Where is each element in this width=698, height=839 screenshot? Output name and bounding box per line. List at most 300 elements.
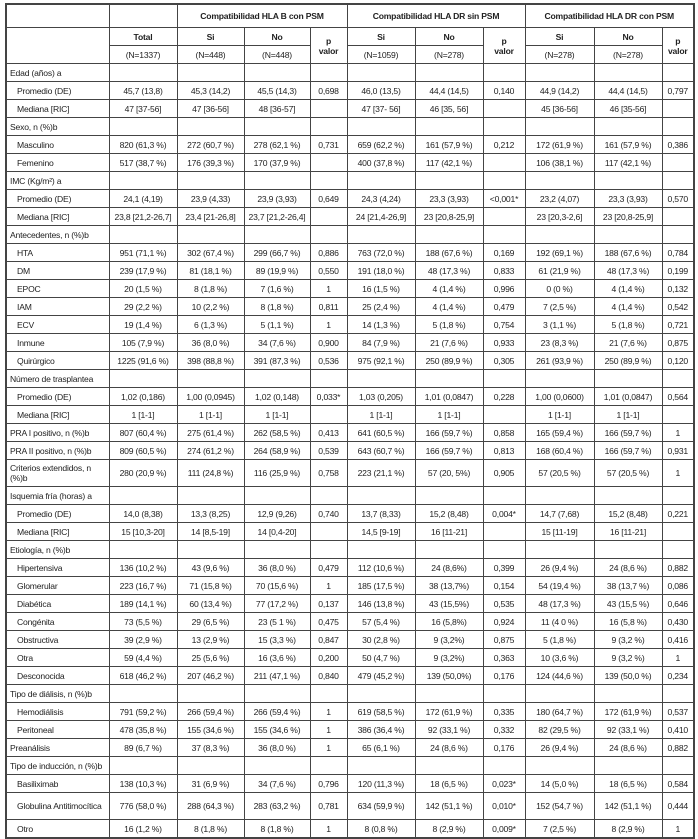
header-drcon-pvalue xyxy=(662,28,694,64)
cell-drsin-si: 1 [1-1] xyxy=(347,406,415,424)
cell-hlab-no: 36 (8,0 %) xyxy=(244,559,310,577)
cell-drsin-p xyxy=(483,64,525,82)
cell-drcon-p xyxy=(662,523,694,541)
cell-drcon-si: 57 (20,5 %) xyxy=(525,460,594,487)
cell-drsin-no: 9 (3,2%) xyxy=(415,631,483,649)
cell-total: 1225 (91,6 %) xyxy=(109,352,177,370)
cell-hlab-p: 0,781 xyxy=(310,793,347,820)
row-label: Globulina Antitimocítica xyxy=(6,793,109,820)
cell-drcon-no xyxy=(594,541,662,559)
cell-drcon-si: 124 (44,6 %) xyxy=(525,667,594,685)
cell-drsin-si: 146 (13,8 %) xyxy=(347,595,415,613)
cell-drcon-no: 43 (15,5 %) xyxy=(594,595,662,613)
table-row xyxy=(6,82,694,100)
cell-drcon-no: 4 (1,4 %) xyxy=(594,298,662,316)
cell-drsin-si: 14,5 [9-19] xyxy=(347,523,415,541)
cell-drcon-si xyxy=(525,487,594,505)
header-drcon-si: Si xyxy=(525,28,594,46)
cell-drsin-p: 0,010* xyxy=(483,793,525,820)
table-row xyxy=(6,406,694,424)
table-row xyxy=(6,100,694,118)
cell-drcon-p xyxy=(662,100,694,118)
cell-drcon-si: 26 (9,4 %) xyxy=(525,559,594,577)
cell-drcon-p: 0,584 xyxy=(662,775,694,793)
cell-hlab-p xyxy=(310,226,347,244)
cell-hlab-p xyxy=(310,406,347,424)
cell-drcon-si xyxy=(525,64,594,82)
cell-hlab-p: 1 xyxy=(310,280,347,298)
cell-hlab-no: 14 [0,4-20] xyxy=(244,523,310,541)
cell-drcon-p: 0,444 xyxy=(662,793,694,820)
cell-drsin-p: 0,335 xyxy=(483,703,525,721)
cell-drcon-si xyxy=(525,226,594,244)
cell-drsin-si xyxy=(347,541,415,559)
row-label: Masculino xyxy=(6,136,109,154)
cell-drcon-p xyxy=(662,685,694,703)
cell-drsin-si xyxy=(347,685,415,703)
table-row xyxy=(6,820,694,839)
group-header-hladr-con-psm: Compatibilidad HLA DR con PSM xyxy=(525,4,694,28)
cell-hlab-si: 207 (46,2 %) xyxy=(177,667,244,685)
cell-drcon-no: 24 (8,6 %) xyxy=(594,559,662,577)
cell-hlab-no xyxy=(244,226,310,244)
cell-hlab-no: 34 (7,6 %) xyxy=(244,334,310,352)
group-header-hladr-sin-psm: Compatibilidad HLA DR sin PSM xyxy=(347,4,525,28)
cell-hlab-si: 14 [8,5-19] xyxy=(177,523,244,541)
cell-hlab-si: 176 (39,3 %) xyxy=(177,154,244,172)
cell-drcon-p: 0,221 xyxy=(662,505,694,523)
cell-drcon-p: 0,797 xyxy=(662,82,694,100)
cell-total: 59 (4,4 %) xyxy=(109,649,177,667)
cell-drcon-p xyxy=(662,541,694,559)
cell-drsin-si: 24,3 (4,24) xyxy=(347,190,415,208)
row-label: Mediana [RIC] xyxy=(6,100,109,118)
cell-drsin-si: 763 (72,0 %) xyxy=(347,244,415,262)
cell-hlab-si: 8 (1,8 %) xyxy=(177,820,244,839)
row-label: Hemodiálisis xyxy=(6,703,109,721)
cell-drcon-p: 1 xyxy=(662,460,694,487)
cell-hlab-si xyxy=(177,172,244,190)
cell-hlab-si: 45,3 (14,2) xyxy=(177,82,244,100)
cell-drsin-no: 172 (61,9 %) xyxy=(415,703,483,721)
cell-total: 223 (16,7 %) xyxy=(109,577,177,595)
cell-hlab-no: 89 (19,9 %) xyxy=(244,262,310,280)
cell-hlab-no xyxy=(244,118,310,136)
cell-drsin-si: 975 (92,1 %) xyxy=(347,352,415,370)
cell-drsin-no: 8 (2,9 %) xyxy=(415,820,483,839)
cell-drsin-p xyxy=(483,226,525,244)
header-hlab-pvalue xyxy=(310,28,347,64)
cell-drcon-si: 5 (1,8 %) xyxy=(525,631,594,649)
cell-drsin-si xyxy=(347,118,415,136)
cell-drcon-si xyxy=(525,370,594,388)
cell-drsin-si: 46,0 (13,5) xyxy=(347,82,415,100)
cell-drsin-no: 43 (15,5%) xyxy=(415,595,483,613)
cell-total: 24,1 (4,19) xyxy=(109,190,177,208)
cell-drcon-si: 7 (2,5 %) xyxy=(525,820,594,839)
table-row xyxy=(6,442,694,460)
cell-drcon-p xyxy=(662,118,694,136)
cell-drsin-no: 92 (33,1 %) xyxy=(415,721,483,739)
table-row xyxy=(6,244,694,262)
cell-hlab-p: 0,550 xyxy=(310,262,347,280)
cell-drcon-p xyxy=(662,406,694,424)
cell-drcon-no: 4 (1,4 %) xyxy=(594,280,662,298)
table-row xyxy=(6,460,694,487)
cell-hlab-p: 0,740 xyxy=(310,505,347,523)
row-label: Peritoneal xyxy=(6,721,109,739)
table-row xyxy=(6,559,694,577)
cell-drsin-si: 25 (2,4 %) xyxy=(347,298,415,316)
table-row xyxy=(6,523,694,541)
cell-hlab-no: 15 (3,3 %) xyxy=(244,631,310,649)
section-header-row xyxy=(6,685,694,703)
header-hlab-no: No xyxy=(244,28,310,46)
cell-drsin-p: 0,996 xyxy=(483,280,525,298)
cell-total: 105 (7,9 %) xyxy=(109,334,177,352)
cell-hlab-no: 155 (34,6 %) xyxy=(244,721,310,739)
cell-hlab-si xyxy=(177,118,244,136)
header-drsin-si: Si xyxy=(347,28,415,46)
cell-drsin-p xyxy=(483,154,525,172)
cell-drsin-si: 641 (60,5 %) xyxy=(347,424,415,442)
header-drsin-pvalue xyxy=(483,28,525,64)
cell-hlab-no xyxy=(244,757,310,775)
cell-drcon-si: 7 (2,5 %) xyxy=(525,298,594,316)
row-label: Mediana [RIC] xyxy=(6,406,109,424)
cell-hlab-si: 266 (59,4 %) xyxy=(177,703,244,721)
cell-drcon-si: 180 (64,7 %) xyxy=(525,703,594,721)
cell-total xyxy=(109,226,177,244)
cell-drcon-p: 0,410 xyxy=(662,721,694,739)
cell-drcon-no: 166 (59,7 %) xyxy=(594,442,662,460)
cell-hlab-p xyxy=(310,523,347,541)
cell-hlab-p: 1 xyxy=(310,721,347,739)
cell-drcon-si: 192 (69,1 %) xyxy=(525,244,594,262)
cell-drsin-no xyxy=(415,541,483,559)
cell-drcon-si: 172 (61,9 %) xyxy=(525,136,594,154)
cell-drcon-si: 10 (3,6 %) xyxy=(525,649,594,667)
valor-label: valor xyxy=(494,45,514,56)
cell-drcon-p xyxy=(662,370,694,388)
table-row xyxy=(6,667,694,685)
cell-drsin-no: 161 (57,9 %) xyxy=(415,136,483,154)
cell-drsin-no: 188 (67,6 %) xyxy=(415,244,483,262)
row-label: Edad (años) a xyxy=(6,64,109,82)
cell-drcon-p: 0,875 xyxy=(662,334,694,352)
section-header-row xyxy=(6,487,694,505)
cell-hlab-no: 16 (3,6 %) xyxy=(244,649,310,667)
cell-drcon-si: 61 (21,9 %) xyxy=(525,262,594,280)
cell-hlab-no xyxy=(244,685,310,703)
cell-drsin-p: 0,399 xyxy=(483,559,525,577)
cell-drcon-si: 44,9 (14,2) xyxy=(525,82,594,100)
cell-drsin-p: 0,754 xyxy=(483,316,525,334)
cell-drcon-p: 0,721 xyxy=(662,316,694,334)
cell-drsin-no: 48 (17,3 %) xyxy=(415,262,483,280)
cell-hlab-p: 0,698 xyxy=(310,82,347,100)
cell-hlab-p: 1 xyxy=(310,577,347,595)
cell-hlab-si: 155 (34,6 %) xyxy=(177,721,244,739)
cell-drcon-si: 165 (59,4 %) xyxy=(525,424,594,442)
cell-hlab-p: 0,649 xyxy=(310,190,347,208)
header-hlab-si-n: (N=448) xyxy=(177,46,244,64)
cell-drsin-si: 643 (60,7 %) xyxy=(347,442,415,460)
cell-total: 517 (38,7 %) xyxy=(109,154,177,172)
cell-hlab-p: 1 xyxy=(310,739,347,757)
cell-drcon-no: 166 (59,7 %) xyxy=(594,424,662,442)
cell-drcon-p xyxy=(662,208,694,226)
cell-drcon-p: 0,430 xyxy=(662,613,694,631)
cell-hlab-si: 6 (1,3 %) xyxy=(177,316,244,334)
cell-hlab-no: 278 (62,1 %) xyxy=(244,136,310,154)
cell-drsin-p: 0,023* xyxy=(483,775,525,793)
cell-drcon-si: 1,00 (0,0600) xyxy=(525,388,594,406)
cell-drsin-no: 18 (6,5 %) xyxy=(415,775,483,793)
header-empty-cell xyxy=(6,28,109,46)
cell-drcon-si: 82 (29,5 %) xyxy=(525,721,594,739)
cell-hlab-p xyxy=(310,64,347,82)
cell-hlab-si: 1 [1-1] xyxy=(177,406,244,424)
cell-hlab-si: 47 [36-56] xyxy=(177,100,244,118)
table-row xyxy=(6,316,694,334)
cell-drsin-si: 47 [37- 56] xyxy=(347,100,415,118)
cell-hlab-si: 23,9 (4,33) xyxy=(177,190,244,208)
cell-drcon-p: 0,784 xyxy=(662,244,694,262)
cell-hlab-no: 8 (1,8 %) xyxy=(244,820,310,839)
valor-label: valor xyxy=(318,45,339,56)
cell-drcon-no: 117 (42,1 %) xyxy=(594,154,662,172)
cell-hlab-no: 70 (15,6 %) xyxy=(244,577,310,595)
cell-hlab-p: 1 xyxy=(310,316,347,334)
cell-hlab-p xyxy=(310,154,347,172)
row-label: Congénita xyxy=(6,613,109,631)
baseline-characteristics-table xyxy=(5,3,695,839)
cell-hlab-no xyxy=(244,541,310,559)
cell-total: 239 (17,9 %) xyxy=(109,262,177,280)
cell-total: 39 (2,9 %) xyxy=(109,631,177,649)
cell-drcon-p: 0,199 xyxy=(662,262,694,280)
cell-drcon-p: 1 xyxy=(662,649,694,667)
row-label: Tipo de inducción, n (%)b xyxy=(6,757,109,775)
header-drcon-no: No xyxy=(594,28,662,46)
cell-drcon-p xyxy=(662,154,694,172)
cell-drcon-no: 5 (1,8 %) xyxy=(594,316,662,334)
cell-total: 20 (1,5 %) xyxy=(109,280,177,298)
cell-hlab-p: 0,886 xyxy=(310,244,347,262)
table-row xyxy=(6,154,694,172)
cell-drsin-si: 634 (59,9 %) xyxy=(347,793,415,820)
cell-hlab-si xyxy=(177,685,244,703)
cell-drsin-no: 1 [1-1] xyxy=(415,406,483,424)
valor-label: valor xyxy=(667,45,688,56)
cell-hlab-no: 5 (1,1 %) xyxy=(244,316,310,334)
row-label: DM xyxy=(6,262,109,280)
table-row xyxy=(6,262,694,280)
cell-drsin-no: 16 [11-21] xyxy=(415,523,483,541)
cell-drsin-si xyxy=(347,226,415,244)
cell-drsin-p: 0,176 xyxy=(483,739,525,757)
cell-hlab-p xyxy=(310,685,347,703)
cell-drcon-no: 1,01 (0,0847) xyxy=(594,388,662,406)
cell-hlab-p xyxy=(310,757,347,775)
cell-drsin-si: 57 (5,4 %) xyxy=(347,613,415,631)
cell-hlab-p: 0,847 xyxy=(310,631,347,649)
cell-drsin-si xyxy=(347,370,415,388)
table-row xyxy=(6,775,694,793)
cell-hlab-p xyxy=(310,172,347,190)
table-row xyxy=(6,190,694,208)
cell-hlab-si: 37 (8,3 %) xyxy=(177,739,244,757)
cell-drcon-si: 54 (19,4 %) xyxy=(525,577,594,595)
cell-drsin-no: 57 (20, 5%) xyxy=(415,460,483,487)
cell-drsin-no: 9 (3,2%) xyxy=(415,649,483,667)
cell-drcon-si: 15 [11-19] xyxy=(525,523,594,541)
row-label: Sexo, n (%)b xyxy=(6,118,109,136)
cell-drsin-si: 8 (0,8 %) xyxy=(347,820,415,839)
cell-drcon-no xyxy=(594,172,662,190)
cell-drcon-no xyxy=(594,757,662,775)
cell-hlab-no: 266 (59,4 %) xyxy=(244,703,310,721)
cell-drsin-si: 14 (1,3 %) xyxy=(347,316,415,334)
cell-drsin-si: 50 (4,7 %) xyxy=(347,649,415,667)
row-label: Inmune xyxy=(6,334,109,352)
cell-drsin-no: 23,3 (3,93) xyxy=(415,190,483,208)
cell-hlab-p xyxy=(310,541,347,559)
cell-hlab-no: 34 (7,6 %) xyxy=(244,775,310,793)
cell-drcon-si: 14,7 (7,68) xyxy=(525,505,594,523)
cell-drsin-no: 24 (8,6 %) xyxy=(415,739,483,757)
table-row xyxy=(6,595,694,613)
cell-drsin-p: 0,905 xyxy=(483,460,525,487)
p-label: p xyxy=(325,35,332,46)
table-row xyxy=(6,631,694,649)
section-header-row xyxy=(6,541,694,559)
row-label: Femenino xyxy=(6,154,109,172)
cell-drcon-p: 0,537 xyxy=(662,703,694,721)
cell-total: 29 (2,2 %) xyxy=(109,298,177,316)
cell-drcon-no xyxy=(594,370,662,388)
cell-drsin-no: 23 [20,8-25,9] xyxy=(415,208,483,226)
cell-drcon-p: 1 xyxy=(662,820,694,839)
cell-drsin-p: 0,009* xyxy=(483,820,525,839)
cell-drsin-si: 120 (11,3 %) xyxy=(347,775,415,793)
cell-drcon-si: 23 [20,3-2,6] xyxy=(525,208,594,226)
cell-drcon-p: 0,542 xyxy=(662,298,694,316)
cell-hlab-si: 36 (8,0 %) xyxy=(177,334,244,352)
cell-drsin-no: 117 (42,1 %) xyxy=(415,154,483,172)
cell-total: 73 (5,5 %) xyxy=(109,613,177,631)
row-label: PRA I positivo, n (%)b xyxy=(6,424,109,442)
cell-total: 16 (1,2 %) xyxy=(109,820,177,839)
cell-hlab-p: 0,900 xyxy=(310,334,347,352)
table-row xyxy=(6,208,694,226)
cell-drsin-p xyxy=(483,208,525,226)
cell-hlab-no: 36 (8,0 %) xyxy=(244,739,310,757)
cell-total xyxy=(109,118,177,136)
cell-drcon-no: 1 [1-1] xyxy=(594,406,662,424)
cell-drcon-si: 11 (4 0 %) xyxy=(525,613,594,631)
cell-total: 1 [1-1] xyxy=(109,406,177,424)
cell-drsin-no xyxy=(415,487,483,505)
cell-drsin-si: 65 (6,1 %) xyxy=(347,739,415,757)
row-label: Glomerular xyxy=(6,577,109,595)
table-header xyxy=(6,4,694,64)
row-label: Diabética xyxy=(6,595,109,613)
cell-drcon-no: 18 (6,5 %) xyxy=(594,775,662,793)
row-label: Antecedentes, n (%)b xyxy=(6,226,109,244)
cell-drsin-si: 16 (1,5 %) xyxy=(347,280,415,298)
cell-drsin-no: 142 (51,1 %) xyxy=(415,793,483,820)
cell-hlab-p: 0,475 xyxy=(310,613,347,631)
row-label: Desconocida xyxy=(6,667,109,685)
row-label: Hipertensiva xyxy=(6,559,109,577)
cell-total: 776 (58,0 %) xyxy=(109,793,177,820)
row-label: EPOC xyxy=(6,280,109,298)
cell-hlab-si: 60 (13,4 %) xyxy=(177,595,244,613)
cell-drsin-no: 5 (1,8 %) xyxy=(415,316,483,334)
cell-drsin-p: 0,833 xyxy=(483,262,525,280)
cell-drcon-no: 38 (13,7 %) xyxy=(594,577,662,595)
section-header-row xyxy=(6,118,694,136)
table-row xyxy=(6,136,694,154)
cell-drsin-no xyxy=(415,64,483,82)
cell-drsin-p: 0,004* xyxy=(483,505,525,523)
cell-drcon-no: 44,4 (14,5) xyxy=(594,82,662,100)
cell-hlab-p xyxy=(310,100,347,118)
cell-drsin-si xyxy=(347,172,415,190)
section-header-row xyxy=(6,64,694,82)
cell-drcon-si xyxy=(525,118,594,136)
table-row xyxy=(6,334,694,352)
cell-hlab-p xyxy=(310,487,347,505)
cell-hlab-p: 0,200 xyxy=(310,649,347,667)
header-drsin-no-n: (N=278) xyxy=(415,46,483,64)
cell-drcon-no: 188 (67,6 %) xyxy=(594,244,662,262)
cell-hlab-no: 48 [36-57] xyxy=(244,100,310,118)
cell-hlab-p xyxy=(310,118,347,136)
cell-hlab-si: 398 (88,8 %) xyxy=(177,352,244,370)
cell-drcon-p xyxy=(662,487,694,505)
cell-drsin-p xyxy=(483,541,525,559)
cell-hlab-no: 262 (58,5 %) xyxy=(244,424,310,442)
cell-total: 19 (1,4 %) xyxy=(109,316,177,334)
cell-hlab-no: 7 (1,6 %) xyxy=(244,280,310,298)
cell-hlab-p xyxy=(310,208,347,226)
cell-drcon-no: 57 (20,5 %) xyxy=(594,460,662,487)
cell-total: 951 (71,1 %) xyxy=(109,244,177,262)
group-header-hlab-psm: Compatibilidad HLA B con PSM xyxy=(177,4,347,28)
cell-drcon-no: 142 (51,1 %) xyxy=(594,793,662,820)
cell-hlab-no: 77 (17,2 %) xyxy=(244,595,310,613)
cell-hlab-si: 302 (67,4 %) xyxy=(177,244,244,262)
cell-total: 45,7 (13,8) xyxy=(109,82,177,100)
cell-hlab-si: 13,3 (8,25) xyxy=(177,505,244,523)
cell-drcon-no: 172 (61,9 %) xyxy=(594,703,662,721)
cell-hlab-no: 116 (25,9 %) xyxy=(244,460,310,487)
cell-total: 23,8 [21,2-26,7] xyxy=(109,208,177,226)
row-label: Otra xyxy=(6,649,109,667)
cell-drcon-no: 46 [35-56] xyxy=(594,100,662,118)
cell-hlab-p: 0,137 xyxy=(310,595,347,613)
table-body xyxy=(6,64,694,839)
table-row xyxy=(6,649,694,667)
cell-hlab-p: 0,536 xyxy=(310,352,347,370)
cell-drsin-si: 24 [21,4-26,9] xyxy=(347,208,415,226)
table-row xyxy=(6,280,694,298)
cell-drsin-p: 0,535 xyxy=(483,595,525,613)
cell-drcon-si: 261 (93,9 %) xyxy=(525,352,594,370)
